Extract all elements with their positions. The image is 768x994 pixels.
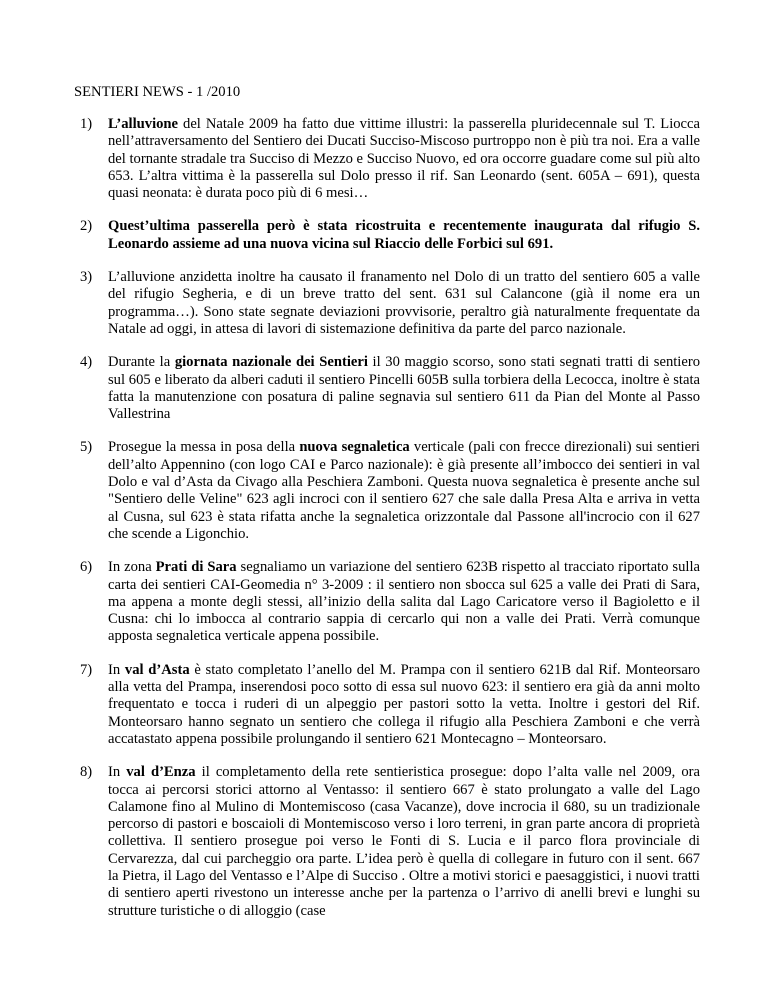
list-item (80, 662, 700, 748)
list-item (80, 559, 700, 645)
item-text: L’alluvione anzidetta inoltre ha causato il franamento nel Dolo di un tratto del sentiero 605 a valle del rifugio Segheria, e di un breve tratto del sent. 631 sul Calancone (già il nome era un programma…). Sono state segnate deviazioni provvisorie, peraltro già naturalmente frequentate da Natale ad oggi, in attesa di lavori di sistemazione definitiva da parte del parco nazionale. (108, 269, 700, 337)
item-text: del Natale 2009 ha fatto due vittime illustri: la passerella pluridecennale sul T. Liocca nell’attraversamento del Sentiero dei Ducati Succiso-Miscoso purtroppo non è più tra noi. Era a valle del tornante stradale tra Succiso di Mezzo e Succiso Nuovo, ed ora occorre guadare come sul più alto 653. L’altra vittima è la passerella sul Dolo presso il rif. San Leonardo (sent. 605A – 691), questa quasi neonata: è durata poco più di 6 mesi… (108, 116, 700, 202)
list-item (80, 764, 700, 920)
item-text: è stato completato l’anello del M. Prampa con il sentiero 621B dal Rif. Monteorsaro alla vetta del Prampa, inserendosi poco sotto di essa sul nuovo 623: il sentiero era già da anni molto frequentato e tocca i ruderi di un alpeggio per pastori sotto la vetta. Inoltre i gestori del Rif. Monteorsaro hanno segnato un sentiero che collega il rifugio alla Peschiera Zamboni e che verrà accatastato appena possibile prolungando il sentiero 621 Montecagno – Monteorsaro. (108, 661, 700, 747)
item-bold: val d’Asta (124, 661, 190, 678)
item-bold: nuova segnaletica (299, 439, 410, 456)
item-bold: giornata nazionale dei Sentieri (174, 354, 368, 371)
item-pre: Prosegue la messa in posa della (108, 439, 300, 456)
item-number: 6) (80, 559, 93, 576)
list-item (80, 116, 700, 202)
news-list (80, 116, 700, 936)
item-pre: In (108, 661, 125, 678)
item-number: 1) (80, 116, 93, 132)
item-pre: Durante la (108, 354, 175, 371)
item-number: 4) (80, 354, 93, 371)
item-bold: Quest’ultima passerella però è stata ricostruita e recentemente inaugurata dal rifugio S. Leonardo assieme ad una nuova vicina sul Riaccio delle Forbici sul 691. (108, 218, 700, 252)
list-item (80, 354, 700, 423)
item-number: 2) (80, 218, 93, 235)
item-pre: In zona (108, 559, 156, 576)
list-item (80, 269, 700, 338)
item-text: il completamento della rete sentieristica prosegue: dopo l’alta valle nel 2009, ora tocca ai percorsi storici attorno al Ventasso: il sentiero 667 è stato prolungato a valle del Lago Calamone fino al Mulino di Montemiscoso (casa Vacanze), dove incrocia il 680, su un tradizionale percorso di pastori e boscaioli di Montemiscoso verso i loro terreni, in gran parte ancora di proprietà collettiva. Il sentiero prosegue poi verso le Fonti di S. Lucia e il parco flora provinciale di Cervarezza, dal cui parcheggio ora parte. L’idea però è quella di collegare in futuro con il sent. 667 la Pietra, il Lago del Ventasso e l’Alpe di Succiso . Oltre a motivi storici e paesaggistici, i nuovi tratti di sentiero aperti rivestono un interesse anche per la partenza o l’arrivo di anelli brevi e lunghi su strutture turistiche o di alloggio (case (108, 764, 700, 919)
item-text: il 30 maggio scorso, sono stati segnati tratti di sentiero sul 605 e liberato da alberi caduti il sentiero Pincelli 605B sulla torbiera della Lecocca, inoltre è stata fatta la manutenzione con posatura di paline segnavia sul sentiero 611 da Pian del Monte al Passo Vallestrina (108, 354, 700, 423)
item-text: verticale (pali con frecce direzionali) sui sentieri dell’alto Appennino (con logo CAI e Parco nazionale): è già presente all’imbocco dei sentieri in val Dolo e val d’Asta da Civago alla Peschiera Zamboni. Questa nuova segnaletica è presente anche sul "Sentiero delle Veline" 623 agli incroci con il sentiero 627 che sale dalla Presa Alta e arriva in vetta al Cusna, sul 623 è stata rifatta anche la segnaletica orizzontale dal Passone all'incrocio con il 627 che scende a Ligonchio. (108, 439, 700, 542)
item-number: 8) (80, 764, 93, 781)
item-text: segnaliamo un variazione del sentiero 623B rispetto al tracciato riportato sulla carta dei sentieri CAI-Geomedia n° 3-2009 : il sentiero non sbocca sul 625 a valle dei Prati di Sara, ma appena a monte degli stessi, all’inizio della salita dal Lago Caricatore verso il Bagioletto e il Cusna: chi lo imbocca al contrario sappia di cercarlo qui non a valle dei Prati. Verrà comunque apposta segnaletica verticale appena possibile. (108, 559, 700, 645)
item-number: 7) (80, 661, 93, 678)
item-bold: L’alluvione (108, 116, 179, 132)
item-bold: val d’Enza (126, 764, 196, 781)
item-pre: In (108, 764, 127, 781)
item-number: 5) (80, 439, 93, 456)
list-item (80, 218, 700, 253)
item-bold: Prati di Sara (155, 559, 237, 576)
list-item (80, 439, 700, 543)
newsletter-heading: SENTIERI NEWS - 1 /2010 (74, 84, 241, 100)
item-number: 3) (80, 269, 93, 286)
